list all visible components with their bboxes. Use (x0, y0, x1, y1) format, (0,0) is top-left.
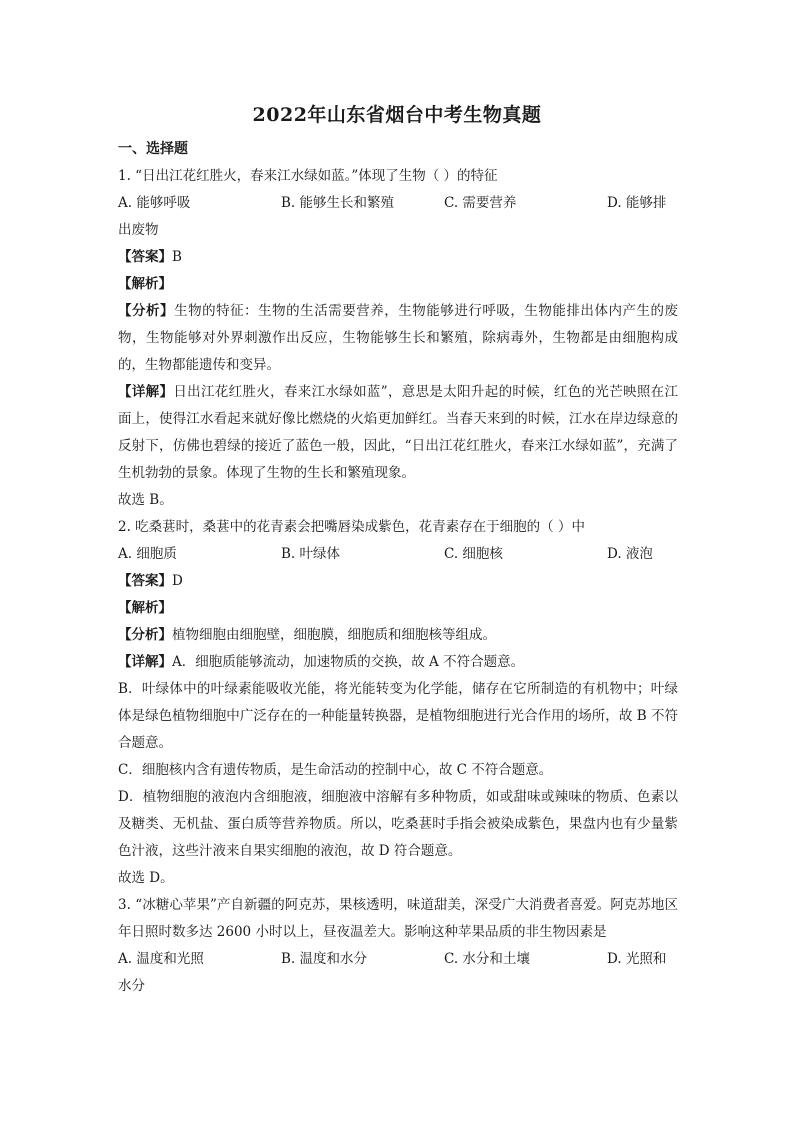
q1-answer (118, 244, 678, 271)
q1-analysis-heading: 【解析】 (118, 276, 172, 292)
q3-option-d-continued: 水分 (118, 978, 145, 994)
q2-option-a: A. 细胞质 (118, 546, 177, 562)
q3-option-b: B. 温度和水分 (281, 951, 368, 967)
question-3-stem: 3. “冰糖心苹果”产自新疆的阿克苏，果核透明，味道甜美，深受广大消费者喜爱。阿克苏地区年日照时数多达 2600 小时以上，昼夜温差大。影响这种苹果品质的非生物因素是 (118, 897, 678, 940)
q2-conclusion: 故选 D。 (118, 870, 174, 886)
q1-option-b: B. 能够生长和繁殖 (281, 195, 395, 211)
answer-value: B (172, 249, 182, 265)
xiangjie-text: A．细胞质能够流动，加速物质的交换，故 A 不符合题意。 (172, 654, 525, 670)
xiangjie-tag: 【详解】 (118, 384, 174, 400)
q2-option-c: C. 细胞核 (444, 546, 503, 562)
question-2-stem: 2. 吃桑葚时，桑葚中的花青素会把嘴唇染成紫色，花青素存在于细胞的（ ）中 (118, 519, 585, 535)
q1-conclusion: 故选 B。 (118, 492, 173, 508)
q2-option-b: B. 叶绿体 (281, 546, 341, 562)
q2-analysis-heading: 【解析】 (118, 600, 172, 616)
question-1-options (118, 190, 678, 217)
q1-option-d: D. 能够排 (607, 195, 667, 211)
q2-answer (118, 568, 678, 595)
q2-xiangjie-d: D．植物细胞的液泡内含细胞液，细胞液中溶解有多种物质，如或甜味或辣味的物质、色素以及糖类、无机盐、蛋白质等营养物质。所以，吃桑葚时手指会被染成紫色，果盘内也有少量紫色汁液，这些汁液来自果实细胞的液泡，故 D 符合题意。 (118, 789, 678, 859)
q1-option-d-continued: 出废物 (118, 222, 159, 238)
xiangjie-text: 日出江花红胜火，春来江水绿如蓝”，意思是太阳升起的时候，红色的光芒映照在江面上，使得江水看起来就好像比燃烧的火焰更加鲜红。当春天来到的时候，江水在岸边绿意的反射下，仿佛也碧绿的接近了蓝色一般，因此，“日出江花红胜火，春来江水绿如蓝”，充满了生机勃勃的景象。体现了生物的生长和繁殖现象。 (118, 384, 678, 481)
answer-tag: 【答案】 (118, 249, 172, 265)
q1-xiangjie (118, 379, 678, 487)
document-body (118, 136, 678, 1000)
q3-option-d: D. 光照和 (607, 951, 667, 967)
question-3-options (118, 946, 678, 973)
answer-value: D (172, 573, 183, 589)
fenxi-tag: 【分析】 (118, 303, 175, 319)
fenxi-text: 生物的特征：生物的生活需要营养，生物能够进行呼吸，生物能排出体内产生的废物，生物能够对外界刺激作出反应，生物能够生长和繁殖，除病毒外，生物都是由细胞构成的，生物都能遗传和变异。 (118, 303, 679, 373)
q2-option-d: D. 液泡 (607, 546, 653, 562)
q3-option-c: C. 水分和土壤 (444, 951, 530, 967)
q1-fenxi (118, 298, 678, 379)
section-heading: 一、选择题 (118, 141, 188, 157)
question-2-options (118, 541, 678, 568)
page-title: 2022年山东省烟台中考生物真题 (252, 104, 542, 126)
q2-fenxi (118, 622, 678, 649)
q2-xiangjie-c: C．细胞核内含有遗传物质，是生命活动的控制中心，故 C 不符合题意。 (118, 762, 553, 778)
q2-xiangjie-a (118, 649, 678, 676)
xiangjie-tag: 【详解】 (118, 654, 172, 670)
question-1-stem: 1. “日出江花红胜火，春来江水绿如蓝。”体现了生物（ ）的特征 (118, 168, 498, 184)
answer-tag: 【答案】 (118, 573, 172, 589)
fenxi-text: 植物细胞由细胞壁，细胞膜，细胞质和细胞核等组成。 (172, 627, 496, 643)
q1-option-a: A. 能够呼吸 (118, 195, 191, 211)
q3-option-a: A. 温度和光照 (118, 951, 204, 967)
q1-option-c: C. 需要营养 (444, 195, 517, 211)
fenxi-tag: 【分析】 (118, 627, 172, 643)
q2-xiangjie-b: B．叶绿体中的叶绿素能吸收光能，将光能转变为化学能，储存在它所制造的有机物中；叶绿体是绿色植物细胞中广泛存在的一种能量转换器，是植物细胞进行光合作用的场所，故 B 不符合题意。 (118, 681, 678, 751)
